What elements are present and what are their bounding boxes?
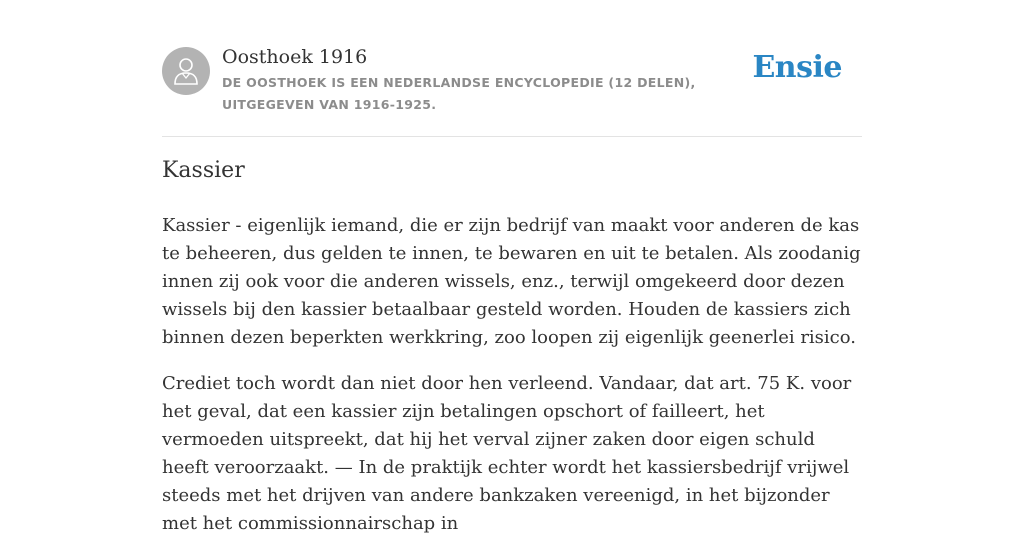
article-body	[162, 212, 866, 556]
source-title[interactable]: Oosthoek 1916	[222, 46, 368, 68]
user-icon	[174, 57, 198, 85]
article-paragraph: Kassier - eigenlijk iemand, die er zijn bedrijf van maakt voor anderen de kas te beheeren, dus gelden te innen, te bewaren en uit te betalen. Als zoodanig innen zij ook voor die anderen wissels, enz., terwijl omgekeerd door dezen wissels bij den kassier betaalbaar gesteld worden. Houden de kassiers zich binnen dezen beperkten werkkring, zoo loopen zij eigenlijk geenerlei risico.	[162, 215, 861, 348]
article-paragraph: Crediet toch wordt dan niet door hen verleend. Vandaar, dat art. 75 K. voor het geval, dat een kassier zijn betalingen opschort of failleert, het vermoeden uitspreekt, dat hij het verval zijner zaken door eigen schuld heeft veroorzaakt. — In de praktijk echter wordt het kassiersbedrijf vrijwel steeds met het drijven van andere bankzaken vereenigd, in het bijzonder met het commissionnairschap in	[162, 373, 852, 534]
source-avatar[interactable]	[162, 47, 210, 95]
article-title: Kassier	[162, 158, 245, 183]
ensie-logo[interactable]: Ensie	[752, 50, 842, 85]
source-header	[162, 44, 862, 137]
source-description: DE OOSTHOEK IS EEN NEDERLANDSE ENCYCLOPEDIE (12 DELEN), UITGEGEVEN VAN 1916-1925.	[222, 75, 696, 112]
